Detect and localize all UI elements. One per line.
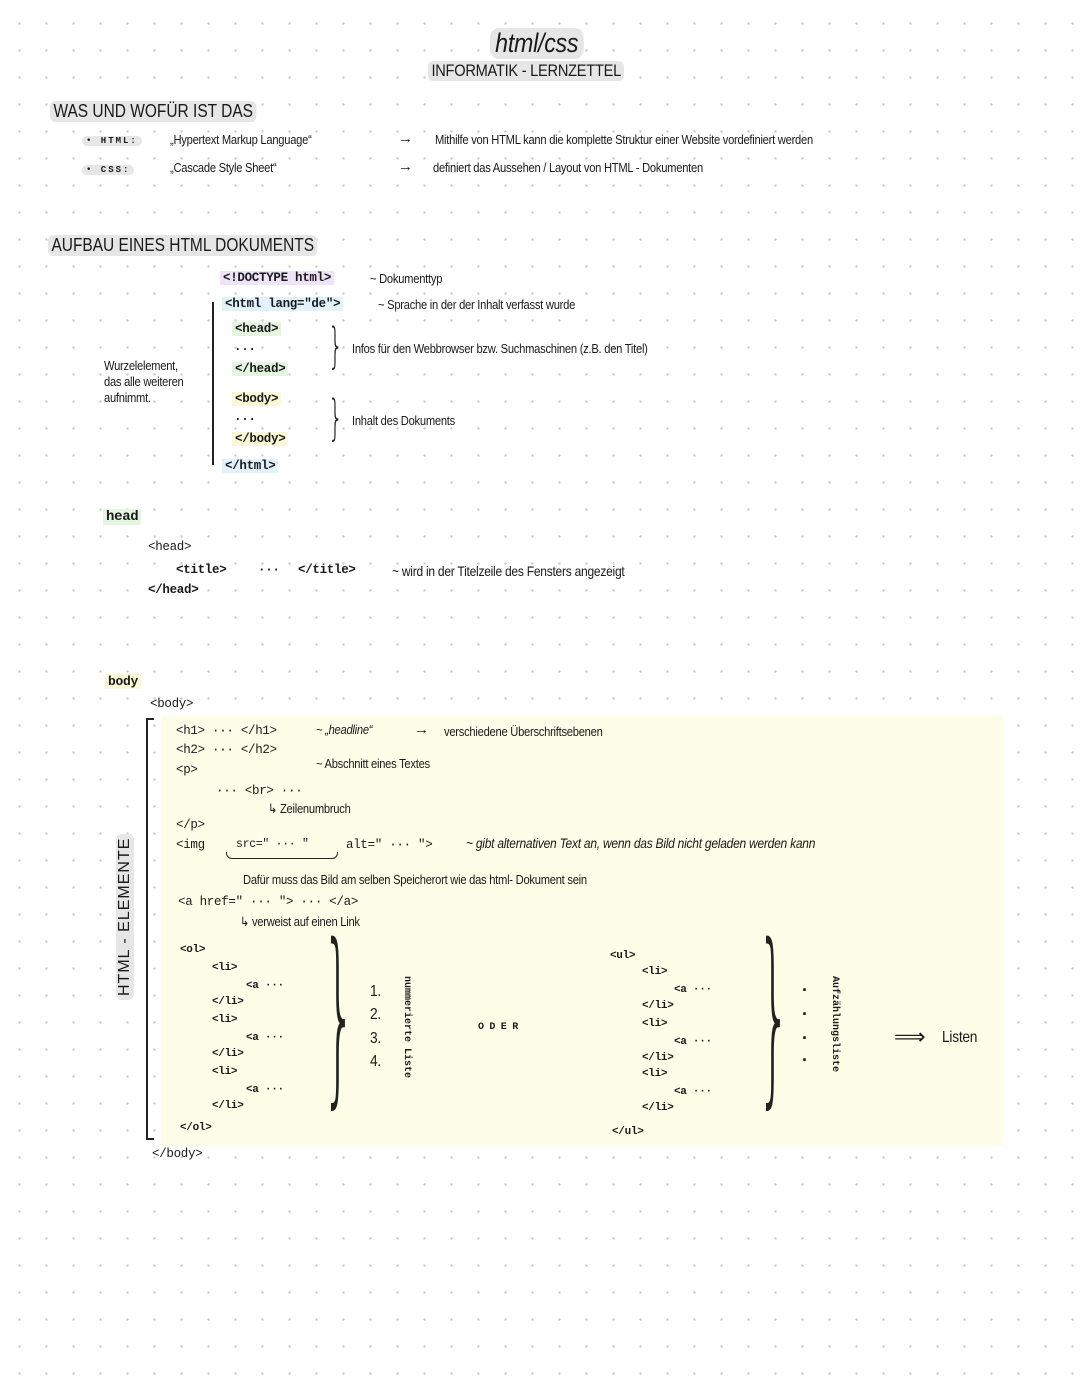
- note-html: ~ Sprache in der der Inhalt verfasst wurde: [378, 297, 576, 312]
- note-a: ↳ verweist auf einen Link: [240, 914, 360, 929]
- root-note: [104, 358, 184, 406]
- code-body-open: <body>: [232, 392, 281, 406]
- code-title-open: <title>: [176, 563, 227, 577]
- code-dots: ···: [258, 563, 280, 577]
- badge-css: • CSS:: [82, 165, 134, 175]
- root-note-line: aufnimmt.: [104, 390, 151, 405]
- code-li-open: <li>: [642, 966, 668, 978]
- note-doctype: ~ Dokumenttyp: [370, 271, 443, 286]
- bullet-icon: ·: [802, 1028, 808, 1048]
- code-a: <a ···: [674, 984, 712, 996]
- code-li-close: </li>: [212, 1100, 244, 1112]
- code-ul-open: <ul>: [610, 950, 636, 962]
- code-html-open: <html lang="de">: [222, 297, 343, 311]
- code-li-open: <li>: [212, 1066, 238, 1078]
- or-label: O D E R: [478, 1022, 518, 1033]
- label-unordered-list: Aufzählungsliste: [829, 976, 840, 1073]
- code-li-open: <li>: [642, 1068, 668, 1080]
- code-h2: <h2> ··· </h2>: [176, 743, 277, 757]
- root-note-line: das alle weiteren: [104, 374, 184, 389]
- note-body: Inhalt des Dokuments: [352, 413, 455, 428]
- code-h1: <h1> ··· </h1>: [176, 724, 277, 738]
- section-heading-what: WAS UND WOFÜR IST DAS: [50, 101, 256, 122]
- label-body: body: [105, 674, 141, 689]
- code-li-close: </li>: [642, 1052, 674, 1064]
- note-head: Infos für den Webbrowser bzw. Suchmaschinen (z.B. den Titel): [352, 341, 648, 356]
- note-img-src: Dafür muss das Bild am selben Speicherort wie das html- Dokument sein: [243, 872, 587, 887]
- note-title: ~ wird in der Titelzeile des Fensters angezeigt: [392, 563, 625, 579]
- code-img-src: src=" ··· ": [236, 838, 309, 851]
- code-head-open: <head>: [232, 322, 281, 336]
- bullet-icon: ·: [802, 1050, 808, 1070]
- arrow-icon: →: [398, 158, 413, 175]
- code-head-close: </head>: [148, 583, 199, 597]
- brace-icon: }: [328, 318, 344, 374]
- section-heading-structure: AUFBAU EINES HTML DOKUMENTS: [48, 235, 318, 256]
- code-ol-open: <ol>: [180, 944, 206, 956]
- bullet-icon: ·: [802, 1004, 808, 1024]
- elements-panel: [162, 716, 1003, 1146]
- code-li-close: </li>: [212, 996, 244, 1008]
- code-img: <img: [176, 838, 205, 852]
- note-h1: ~ „headline“: [316, 722, 373, 737]
- brace-icon: }: [322, 904, 356, 1125]
- bullet-icon: ·: [802, 980, 808, 1000]
- elements-bracket: [146, 718, 154, 1140]
- desc-css: definiert das Aussehen / Layout von HTML - Dokumenten: [433, 160, 703, 175]
- term-css: „Cascade Style Sheet“: [170, 160, 277, 175]
- note-br: ↳ Zeilenumbruch: [268, 801, 351, 816]
- desc-h1: verschiedene Überschriftsebenen: [444, 724, 603, 739]
- underbrace-icon: [226, 852, 338, 859]
- list-number: 4.: [370, 1053, 381, 1070]
- code-dots: ...: [234, 410, 256, 424]
- code-ul-close: </ul>: [612, 1126, 644, 1138]
- code-li-close: </li>: [212, 1048, 244, 1060]
- arrow-icon: →: [414, 721, 429, 738]
- code-html-close: </html>: [222, 459, 278, 473]
- term-html: „Hypertext Markup Language“: [170, 132, 312, 147]
- desc-html: Mithilfe von HTML kann die komplette Struktur einer Website vordefiniert werden: [435, 132, 813, 147]
- code-body-close: </body>: [152, 1147, 203, 1161]
- code-li-close: </li>: [642, 1102, 674, 1114]
- arrow-icon: →: [398, 130, 413, 147]
- code-li-open: <li>: [642, 1018, 668, 1030]
- code-head-open: <head>: [148, 540, 192, 554]
- code-title-close: </title>: [298, 563, 356, 577]
- code-img-alt: alt=" ··· ">: [346, 838, 433, 852]
- code-body-open: <body>: [150, 697, 194, 711]
- brace-icon: }: [328, 390, 344, 446]
- code-li-open: <li>: [212, 1014, 238, 1026]
- list-number: 2.: [370, 1006, 381, 1023]
- code-body-close: </body>: [232, 432, 288, 446]
- code-li-close: </li>: [642, 1000, 674, 1012]
- label-ordered-list: nummerierte Liste: [401, 976, 412, 1079]
- code-a: <a ···: [246, 980, 284, 992]
- note-p: ~ Abschnitt eines Textes: [316, 756, 430, 771]
- code-p-close: </p>: [176, 818, 205, 832]
- code-a: <a ···: [674, 1086, 712, 1098]
- note-img: ~ gibt alternativen Text an, wenn das Bild nicht geladen werden kann: [466, 835, 816, 851]
- code-a: <a href=" ··· "> ··· </a>: [178, 895, 359, 909]
- page-subtitle: INFORMATIK - LERNZETTEL: [428, 61, 624, 81]
- badge-html: • HTML:: [82, 136, 142, 146]
- code-dots: ...: [234, 340, 256, 354]
- list-number: 1.: [370, 983, 381, 1000]
- label-head: head: [103, 509, 141, 525]
- brace-icon: }: [757, 904, 791, 1125]
- code-p-open: <p>: [176, 763, 198, 777]
- page-title: html/css: [490, 28, 583, 59]
- result-lists: Listen: [942, 1029, 978, 1046]
- code-a: <a ···: [246, 1084, 284, 1096]
- code-br: ··· <br> ···: [216, 784, 303, 798]
- code-li-open: <li>: [212, 962, 238, 974]
- code-ol-close: </ol>: [180, 1122, 212, 1134]
- code-doctype: <!DOCTYPE html>: [220, 271, 334, 285]
- html-bracket: [212, 302, 214, 465]
- code-a: <a ···: [674, 1036, 712, 1048]
- root-note-line: Wurzelelement,: [104, 358, 178, 373]
- code-a: <a ···: [246, 1032, 284, 1044]
- double-arrow-icon: ⟹: [894, 1024, 926, 1049]
- side-label-html-elemente: HTML - ELEMENTE: [116, 834, 134, 1000]
- code-head-close: </head>: [232, 362, 288, 376]
- list-number: 3.: [370, 1030, 381, 1047]
